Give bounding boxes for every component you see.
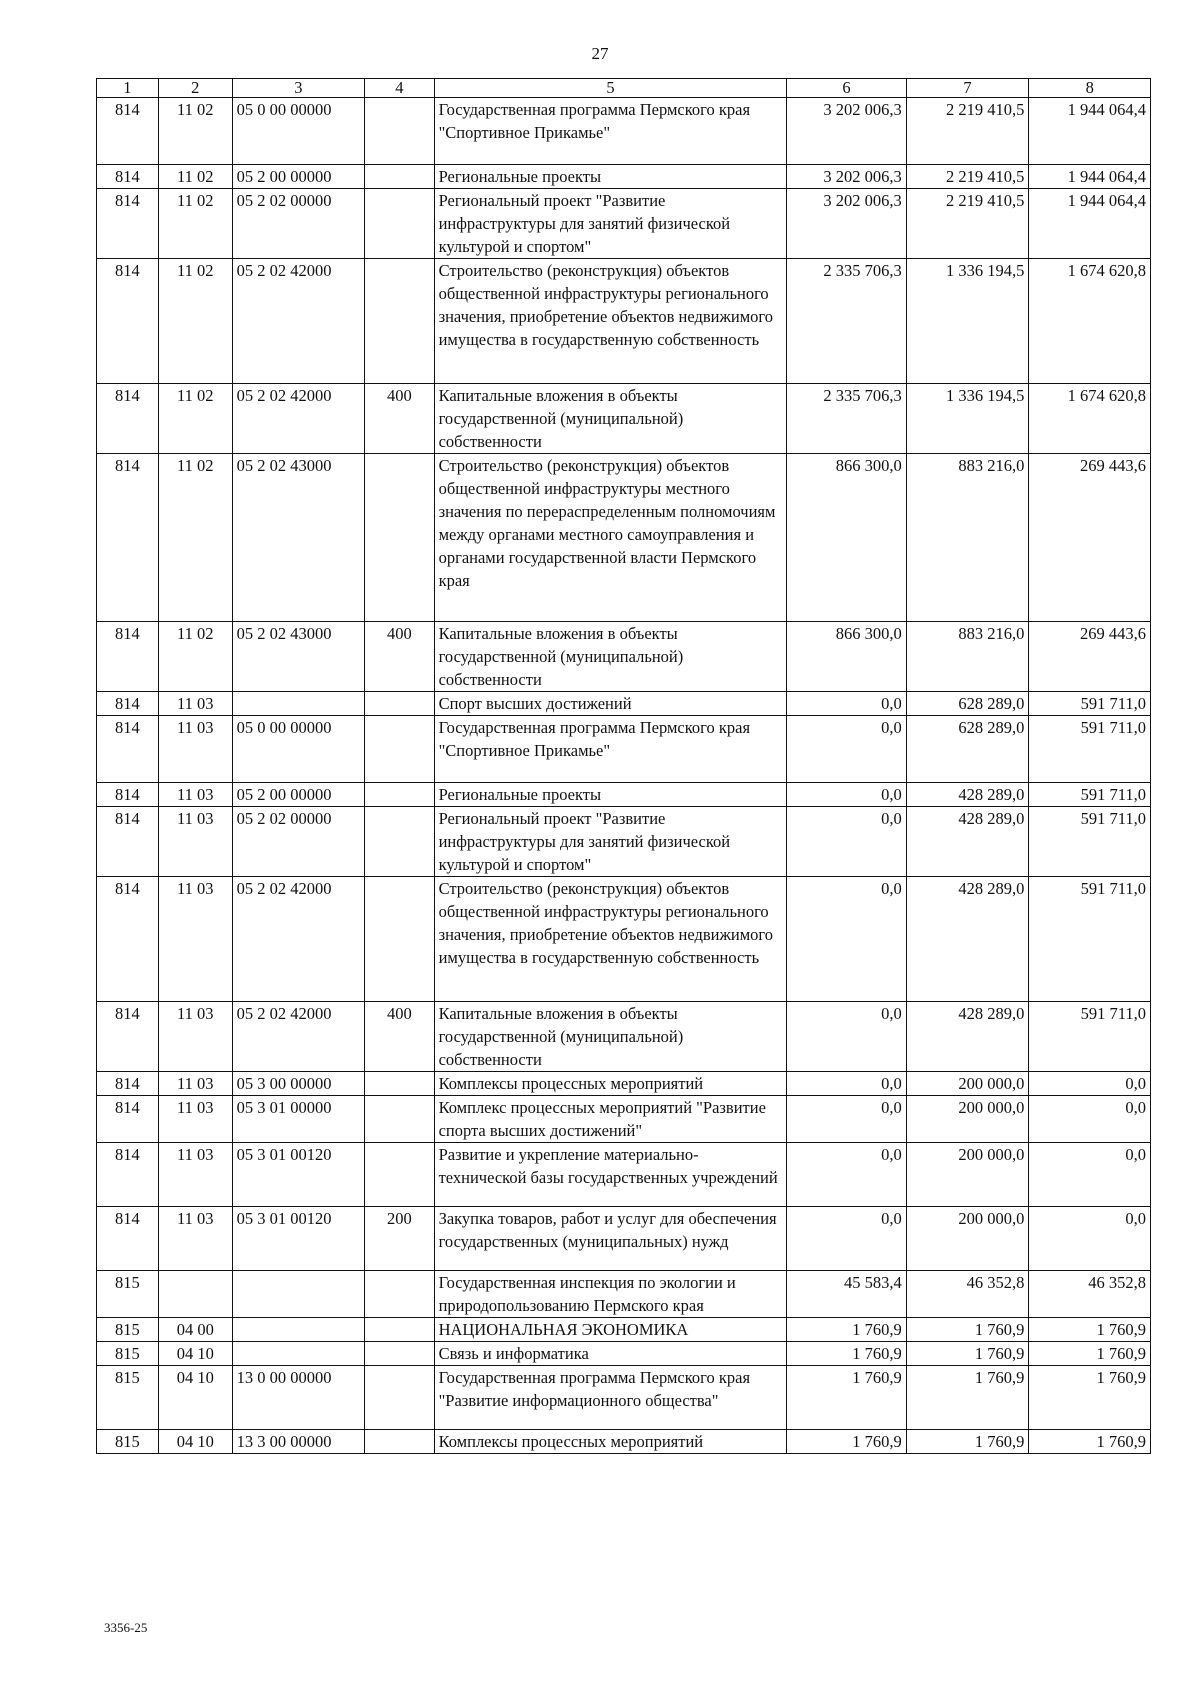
cell-amount-col7: 200 000,0 xyxy=(906,1096,1029,1143)
cell-amount-col6: 3 202 006,3 xyxy=(787,165,906,189)
cell-amount-col6: 866 300,0 xyxy=(787,454,906,622)
cell-department-code: 814 xyxy=(97,1002,159,1072)
cell-expense-type-code xyxy=(365,1096,434,1143)
cell-amount-col8: 591 711,0 xyxy=(1029,1002,1151,1072)
cell-target-item-code: 13 3 00 00000 xyxy=(232,1430,364,1454)
cell-amount-col8: 0,0 xyxy=(1029,1096,1151,1143)
cell-expense-type-code: 400 xyxy=(365,384,434,454)
cell-description: Комплексы процессных мероприятий xyxy=(434,1072,787,1096)
cell-amount-col7: 883 216,0 xyxy=(906,454,1029,622)
cell-section-code: 11 03 xyxy=(158,1207,232,1271)
cell-description: Связь и информатика xyxy=(434,1342,787,1366)
cell-amount-col6: 1 760,9 xyxy=(787,1366,906,1430)
cell-target-item-code: 05 2 02 42000 xyxy=(232,877,364,1002)
cell-amount-col6: 0,0 xyxy=(787,1207,906,1271)
cell-department-code: 814 xyxy=(97,1072,159,1096)
cell-amount-col6: 1 760,9 xyxy=(787,1430,906,1454)
cell-department-code: 814 xyxy=(97,622,159,692)
table-row xyxy=(97,384,1151,454)
cell-amount-col7: 428 289,0 xyxy=(906,1002,1029,1072)
cell-description: Государственная инспекция по экологии и природопользованию Пермского края xyxy=(434,1271,787,1318)
cell-amount-col8: 1 760,9 xyxy=(1029,1318,1151,1342)
cell-expense-type-code xyxy=(365,783,434,807)
cell-amount-col6: 866 300,0 xyxy=(787,622,906,692)
cell-amount-col7: 200 000,0 xyxy=(906,1072,1029,1096)
cell-expense-type-code xyxy=(365,1318,434,1342)
cell-section-code: 11 03 xyxy=(158,807,232,877)
cell-amount-col8: 591 711,0 xyxy=(1029,807,1151,877)
header-col-5: 5 xyxy=(434,79,787,98)
cell-amount-col8: 591 711,0 xyxy=(1029,783,1151,807)
cell-description: Региональные проекты xyxy=(434,783,787,807)
cell-amount-col6: 0,0 xyxy=(787,1002,906,1072)
cell-department-code: 814 xyxy=(97,1096,159,1143)
table-row xyxy=(97,692,1151,716)
cell-amount-col6: 3 202 006,3 xyxy=(787,189,906,259)
cell-amount-col7: 2 219 410,5 xyxy=(906,165,1029,189)
cell-target-item-code: 05 2 02 42000 xyxy=(232,259,364,384)
cell-amount-col8: 1 674 620,8 xyxy=(1029,259,1151,384)
cell-amount-col6: 2 335 706,3 xyxy=(787,384,906,454)
cell-description: Капитальные вложения в объекты государственной (муниципальной) собственности xyxy=(434,384,787,454)
cell-amount-col7: 883 216,0 xyxy=(906,622,1029,692)
cell-expense-type-code: 400 xyxy=(365,622,434,692)
cell-expense-type-code xyxy=(365,692,434,716)
cell-department-code: 814 xyxy=(97,259,159,384)
cell-expense-type-code xyxy=(365,454,434,622)
table-row xyxy=(97,1366,1151,1430)
cell-amount-col7: 2 219 410,5 xyxy=(906,98,1029,165)
page-number: 27 xyxy=(591,44,609,63)
cell-amount-col7: 1 760,9 xyxy=(906,1366,1029,1430)
cell-department-code: 814 xyxy=(97,98,159,165)
cell-expense-type-code: 400 xyxy=(365,1002,434,1072)
cell-amount-col6: 0,0 xyxy=(787,1072,906,1096)
cell-target-item-code: 05 3 01 00000 xyxy=(232,1096,364,1143)
table-row xyxy=(97,1207,1151,1271)
cell-amount-col8: 1 674 620,8 xyxy=(1029,384,1151,454)
cell-department-code: 814 xyxy=(97,783,159,807)
cell-expense-type-code xyxy=(365,165,434,189)
cell-department-code: 814 xyxy=(97,692,159,716)
cell-amount-col7: 1 760,9 xyxy=(906,1318,1029,1342)
table-row xyxy=(97,1072,1151,1096)
cell-description: НАЦИОНАЛЬНАЯ ЭКОНОМИКА xyxy=(434,1318,787,1342)
cell-amount-col6: 2 335 706,3 xyxy=(787,259,906,384)
cell-department-code: 814 xyxy=(97,807,159,877)
table-row xyxy=(97,98,1151,165)
cell-section-code: 11 03 xyxy=(158,1143,232,1207)
cell-department-code: 814 xyxy=(97,454,159,622)
cell-expense-type-code: 200 xyxy=(365,1207,434,1271)
cell-target-item-code: 05 2 02 42000 xyxy=(232,1002,364,1072)
table-row xyxy=(97,1002,1151,1072)
cell-amount-col8: 269 443,6 xyxy=(1029,622,1151,692)
cell-expense-type-code xyxy=(365,877,434,1002)
cell-department-code: 814 xyxy=(97,189,159,259)
cell-section-code: 11 02 xyxy=(158,98,232,165)
cell-amount-col7: 2 219 410,5 xyxy=(906,189,1029,259)
cell-amount-col7: 200 000,0 xyxy=(906,1207,1029,1271)
cell-section-code: 11 03 xyxy=(158,877,232,1002)
cell-amount-col7: 1 760,9 xyxy=(906,1430,1029,1454)
cell-section-code: 11 02 xyxy=(158,189,232,259)
cell-amount-col8: 269 443,6 xyxy=(1029,454,1151,622)
cell-amount-col8: 591 711,0 xyxy=(1029,716,1151,783)
cell-amount-col8: 1 760,9 xyxy=(1029,1342,1151,1366)
cell-amount-col6: 0,0 xyxy=(787,783,906,807)
cell-department-code: 815 xyxy=(97,1318,159,1342)
table-row xyxy=(97,1430,1151,1454)
cell-expense-type-code xyxy=(365,807,434,877)
cell-amount-col6: 0,0 xyxy=(787,692,906,716)
cell-description: Капитальные вложения в объекты государственной (муниципальной) собственности xyxy=(434,622,787,692)
cell-section-code: 11 03 xyxy=(158,783,232,807)
table-row xyxy=(97,1271,1151,1318)
cell-expense-type-code xyxy=(365,716,434,783)
cell-description: Комплекс процессных мероприятий "Развитие спорта высших достижений" xyxy=(434,1096,787,1143)
cell-department-code: 814 xyxy=(97,384,159,454)
table-row xyxy=(97,622,1151,692)
cell-amount-col8: 1 944 064,4 xyxy=(1029,189,1151,259)
cell-section-code: 04 10 xyxy=(158,1342,232,1366)
table-row xyxy=(97,807,1151,877)
cell-department-code: 815 xyxy=(97,1342,159,1366)
cell-target-item-code xyxy=(232,692,364,716)
cell-amount-col7: 46 352,8 xyxy=(906,1271,1029,1318)
cell-section-code: 04 00 xyxy=(158,1318,232,1342)
cell-description: Капитальные вложения в объекты государственной (муниципальной) собственности xyxy=(434,1002,787,1072)
cell-amount-col6: 3 202 006,3 xyxy=(787,98,906,165)
cell-amount-col8: 591 711,0 xyxy=(1029,877,1151,1002)
cell-amount-col8: 1 760,9 xyxy=(1029,1366,1151,1430)
cell-description: Строительство (реконструкция) объектов общественной инфраструктуры местного значения по перераспределенным полномочиям между органами местного самоуправления и органами государственной власти Пермского края xyxy=(434,454,787,622)
cell-expense-type-code xyxy=(365,1072,434,1096)
header-col-4: 4 xyxy=(365,79,434,98)
cell-amount-col8: 0,0 xyxy=(1029,1207,1151,1271)
cell-amount-col6: 0,0 xyxy=(787,1096,906,1143)
cell-target-item-code: 05 0 00 00000 xyxy=(232,98,364,165)
cell-amount-col7: 428 289,0 xyxy=(906,877,1029,1002)
cell-section-code: 11 02 xyxy=(158,165,232,189)
cell-amount-col8: 1 760,9 xyxy=(1029,1430,1151,1454)
cell-amount-col6: 45 583,4 xyxy=(787,1271,906,1318)
cell-target-item-code: 05 2 02 00000 xyxy=(232,807,364,877)
cell-section-code: 11 03 xyxy=(158,1072,232,1096)
table-row xyxy=(97,1342,1151,1366)
cell-description: Строительство (реконструкция) объектов общественной инфраструктуры регионального значения, приобретение объектов недвижимого имущества в государственную собственность xyxy=(434,877,787,1002)
table-row xyxy=(97,1318,1151,1342)
table-row xyxy=(97,1096,1151,1143)
cell-section-code: 11 03 xyxy=(158,692,232,716)
cell-target-item-code: 05 2 00 00000 xyxy=(232,783,364,807)
cell-section-code xyxy=(158,1271,232,1318)
cell-target-item-code: 05 0 00 00000 xyxy=(232,716,364,783)
cell-target-item-code xyxy=(232,1342,364,1366)
cell-amount-col6: 0,0 xyxy=(787,877,906,1002)
footer-document-code: 3356-25 xyxy=(104,1620,148,1635)
cell-description: Спорт высших достижений xyxy=(434,692,787,716)
cell-description: Государственная программа Пермского края "Развитие информационного общества" xyxy=(434,1366,787,1430)
cell-target-item-code: 05 2 02 43000 xyxy=(232,454,364,622)
cell-amount-col6: 1 760,9 xyxy=(787,1342,906,1366)
cell-department-code: 814 xyxy=(97,877,159,1002)
cell-department-code: 814 xyxy=(97,1143,159,1207)
cell-amount-col7: 628 289,0 xyxy=(906,692,1029,716)
cell-expense-type-code xyxy=(365,1271,434,1318)
cell-amount-col7: 428 289,0 xyxy=(906,783,1029,807)
cell-section-code: 11 02 xyxy=(158,259,232,384)
cell-amount-col6: 0,0 xyxy=(787,716,906,783)
cell-description: Региональный проект "Развитие инфраструктуры для занятий физической культурой и спортом" xyxy=(434,807,787,877)
table-row xyxy=(97,189,1151,259)
cell-section-code: 04 10 xyxy=(158,1366,232,1430)
cell-target-item-code: 05 2 00 00000 xyxy=(232,165,364,189)
cell-amount-col7: 1 760,9 xyxy=(906,1342,1029,1366)
cell-amount-col7: 1 336 194,5 xyxy=(906,259,1029,384)
cell-expense-type-code xyxy=(365,259,434,384)
cell-department-code: 814 xyxy=(97,165,159,189)
cell-description: Государственная программа Пермского края "Спортивное Прикамье" xyxy=(434,98,787,165)
cell-department-code: 815 xyxy=(97,1366,159,1430)
cell-section-code: 04 10 xyxy=(158,1430,232,1454)
table-row xyxy=(97,1143,1151,1207)
cell-amount-col6: 0,0 xyxy=(787,1143,906,1207)
cell-amount-col8: 1 944 064,4 xyxy=(1029,98,1151,165)
cell-department-code: 815 xyxy=(97,1271,159,1318)
cell-amount-col7: 200 000,0 xyxy=(906,1143,1029,1207)
cell-expense-type-code xyxy=(365,1366,434,1430)
cell-description: Строительство (реконструкция) объектов общественной инфраструктуры регионального значения, приобретение объектов недвижимого имущества в государственную собственность xyxy=(434,259,787,384)
header-col-7: 7 xyxy=(906,79,1029,98)
cell-section-code: 11 02 xyxy=(158,454,232,622)
cell-target-item-code xyxy=(232,1318,364,1342)
table-row xyxy=(97,259,1151,384)
cell-expense-type-code xyxy=(365,98,434,165)
cell-amount-col6: 0,0 xyxy=(787,807,906,877)
cell-description: Развитие и укрепление материально-технической базы государственных учреждений xyxy=(434,1143,787,1207)
cell-amount-col7: 428 289,0 xyxy=(906,807,1029,877)
cell-expense-type-code xyxy=(365,1430,434,1454)
cell-department-code: 815 xyxy=(97,1430,159,1454)
header-col-1: 1 xyxy=(97,79,159,98)
table-header-row xyxy=(97,79,1151,98)
cell-target-item-code: 05 2 02 00000 xyxy=(232,189,364,259)
cell-amount-col7: 628 289,0 xyxy=(906,716,1029,783)
cell-description: Государственная программа Пермского края "Спортивное Прикамье" xyxy=(434,716,787,783)
cell-amount-col8: 0,0 xyxy=(1029,1143,1151,1207)
cell-target-item-code: 13 0 00 00000 xyxy=(232,1366,364,1430)
cell-amount-col7: 1 336 194,5 xyxy=(906,384,1029,454)
cell-expense-type-code xyxy=(365,1143,434,1207)
cell-description: Региональный проект "Развитие инфраструктуры для занятий физической культурой и спортом" xyxy=(434,189,787,259)
cell-section-code: 11 02 xyxy=(158,384,232,454)
cell-target-item-code: 05 3 01 00120 xyxy=(232,1207,364,1271)
cell-target-item-code: 05 2 02 43000 xyxy=(232,622,364,692)
cell-target-item-code: 05 3 00 00000 xyxy=(232,1072,364,1096)
table-row xyxy=(97,454,1151,622)
header-col-3: 3 xyxy=(232,79,364,98)
table-row xyxy=(97,783,1151,807)
budget-table xyxy=(96,78,1151,1454)
cell-department-code: 814 xyxy=(97,716,159,783)
table-row xyxy=(97,165,1151,189)
cell-amount-col8: 591 711,0 xyxy=(1029,692,1151,716)
table-row xyxy=(97,877,1151,1002)
cell-section-code: 11 03 xyxy=(158,716,232,783)
cell-description: Закупка товаров, работ и услуг для обеспечения государственных (муниципальных) нужд xyxy=(434,1207,787,1271)
cell-section-code: 11 03 xyxy=(158,1002,232,1072)
cell-description: Региональные проекты xyxy=(434,165,787,189)
cell-amount-col8: 46 352,8 xyxy=(1029,1271,1151,1318)
cell-amount-col6: 1 760,9 xyxy=(787,1318,906,1342)
cell-target-item-code: 05 2 02 42000 xyxy=(232,384,364,454)
cell-section-code: 11 03 xyxy=(158,1096,232,1143)
cell-section-code: 11 02 xyxy=(158,622,232,692)
header-col-8: 8 xyxy=(1029,79,1151,98)
cell-description: Комплексы процессных мероприятий xyxy=(434,1430,787,1454)
table-row xyxy=(97,716,1151,783)
cell-amount-col8: 0,0 xyxy=(1029,1072,1151,1096)
header-col-6: 6 xyxy=(787,79,906,98)
cell-expense-type-code xyxy=(365,1342,434,1366)
cell-target-item-code xyxy=(232,1271,364,1318)
cell-target-item-code: 05 3 01 00120 xyxy=(232,1143,364,1207)
cell-amount-col8: 1 944 064,4 xyxy=(1029,165,1151,189)
cell-department-code: 814 xyxy=(97,1207,159,1271)
header-col-2: 2 xyxy=(158,79,232,98)
cell-expense-type-code xyxy=(365,189,434,259)
